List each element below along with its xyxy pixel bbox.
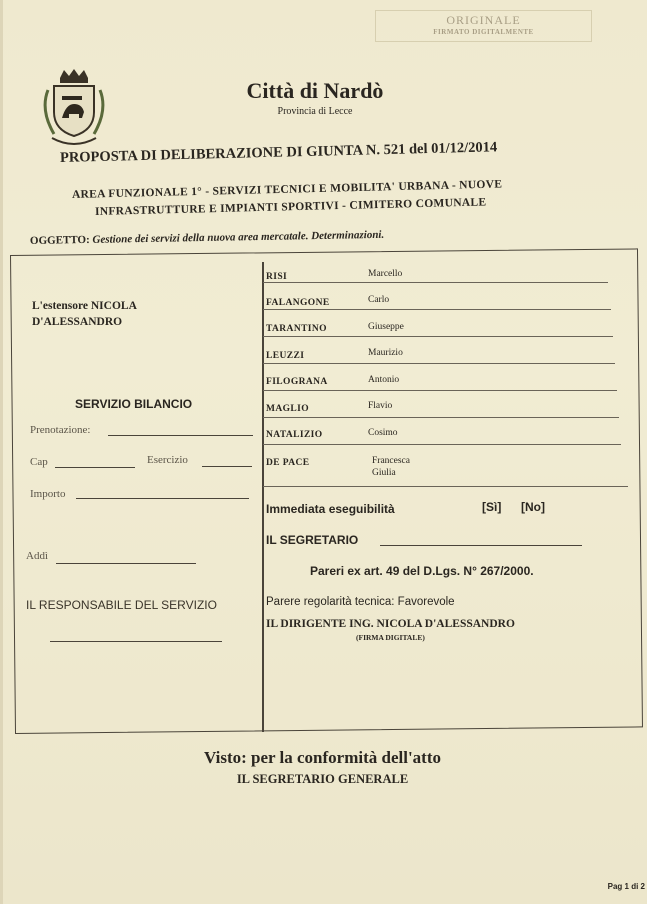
- member-divider: [263, 486, 628, 487]
- province-name: Provincia di Lecce: [277, 106, 353, 117]
- estensore-line-2: D'ALESSANDRO: [32, 316, 123, 328]
- page-edge: [0, 0, 3, 904]
- responsabile-label: IL RESPONSABILE DEL SERVIZIO: [26, 598, 217, 612]
- member-surname: FILOGRANA: [266, 377, 328, 387]
- responsabile-signature[interactable]: [50, 640, 222, 642]
- no-option[interactable]: [No]: [521, 500, 545, 514]
- member-surname: LEUZZI: [266, 351, 305, 361]
- proposta-title: PROPOSTA DI DELIBERAZIONE DI GIUNTA N. 521 del 01/12/2014: [59, 139, 498, 166]
- member-surname: NATALIZIO: [266, 430, 323, 440]
- oggetto-line: [30, 229, 384, 247]
- member-name: Maurizio: [368, 348, 403, 358]
- member-divider: [263, 417, 619, 418]
- member-divider: [263, 444, 621, 445]
- oggetto-text: Gestione dei servizi della nuova area mercatale. Determinazioni.: [89, 228, 385, 246]
- member-divider: [263, 282, 608, 283]
- cap-label: Cap: [30, 456, 48, 468]
- member-name: Carlo: [368, 295, 390, 305]
- area-line-2: INFRASTRUTTURE E IMPIANTI SPORTIVI - CIMITERO COMUNALE: [94, 196, 487, 218]
- member-surname: DE PACE: [266, 458, 310, 468]
- segretario-signature[interactable]: [380, 544, 582, 546]
- esercizio-field[interactable]: [202, 465, 252, 467]
- city-name: Città di Nardò: [246, 78, 384, 103]
- addi-label: Addì: [26, 550, 48, 562]
- member-name: Cosimo: [368, 428, 398, 438]
- immediata-label: Immediata eseguibilità: [266, 502, 395, 516]
- member-name: Giuseppe: [368, 322, 404, 332]
- parere-tecnica: Parere regolarità tecnica: Favorevole: [266, 596, 455, 608]
- esercizio-label: Esercizio: [147, 454, 188, 466]
- stamp-title: ORIGINALE: [446, 13, 521, 27]
- member-surname: RISI: [266, 272, 288, 282]
- member-name: Marcello: [368, 269, 403, 279]
- member-surname: MAGLIO: [266, 404, 310, 414]
- member-second-name: Giulia: [372, 468, 396, 478]
- importo-label: Importo: [30, 488, 66, 500]
- segretario-generale: IL SEGRETARIO GENERALE: [236, 772, 409, 786]
- member-name: [372, 455, 410, 479]
- estensore: [32, 298, 137, 330]
- segretario-label: IL SEGRETARIO: [266, 533, 359, 547]
- original-stamp: [375, 10, 592, 42]
- member-divider: [263, 390, 617, 391]
- member-divider: [263, 309, 611, 310]
- area-line-1: AREA FUNZIONALE 1° - SERVIZI TECNICI E MOBILITA' URBANA - NUOVE: [71, 178, 503, 201]
- prenotazione-label: Prenotazione:: [30, 424, 91, 436]
- si-option[interactable]: [Sì]: [482, 500, 502, 514]
- oggetto-label: OGGETTO:: [29, 233, 90, 247]
- estensore-line-1: L'estensore NICOLA: [32, 300, 137, 312]
- member-first-name: Francesca: [372, 456, 410, 466]
- servizio-bilancio: SERVIZIO BILANCIO: [75, 397, 193, 411]
- member-divider: [263, 336, 613, 337]
- column-divider: [262, 262, 264, 732]
- visto-line: Visto: per la conformità dell'atto: [203, 748, 441, 767]
- cap-field[interactable]: [55, 466, 135, 468]
- member-name: Flavio: [368, 401, 393, 411]
- pareri-line: Pareri ex art. 49 del D.Lgs. N° 267/2000.: [310, 564, 534, 578]
- page-number: Pag 1 di 2: [607, 882, 645, 891]
- prenotazione-field[interactable]: [108, 434, 253, 436]
- addi-field[interactable]: [56, 562, 196, 564]
- city-crest-icon: [38, 68, 110, 156]
- member-surname: TARANTINO: [266, 324, 327, 334]
- member-divider: [263, 363, 615, 364]
- member-name: Antonio: [368, 375, 400, 385]
- dirigente-line: IL DIRIGENTE ING. NICOLA D'ALESSANDRO: [266, 618, 515, 630]
- member-surname: FALANGONE: [266, 298, 330, 308]
- stamp-subtitle: FIRMATO DIGITALMENTE: [433, 28, 534, 36]
- importo-field[interactable]: [76, 497, 249, 499]
- firma-digitale: (FIRMA DIGITALE): [356, 633, 425, 642]
